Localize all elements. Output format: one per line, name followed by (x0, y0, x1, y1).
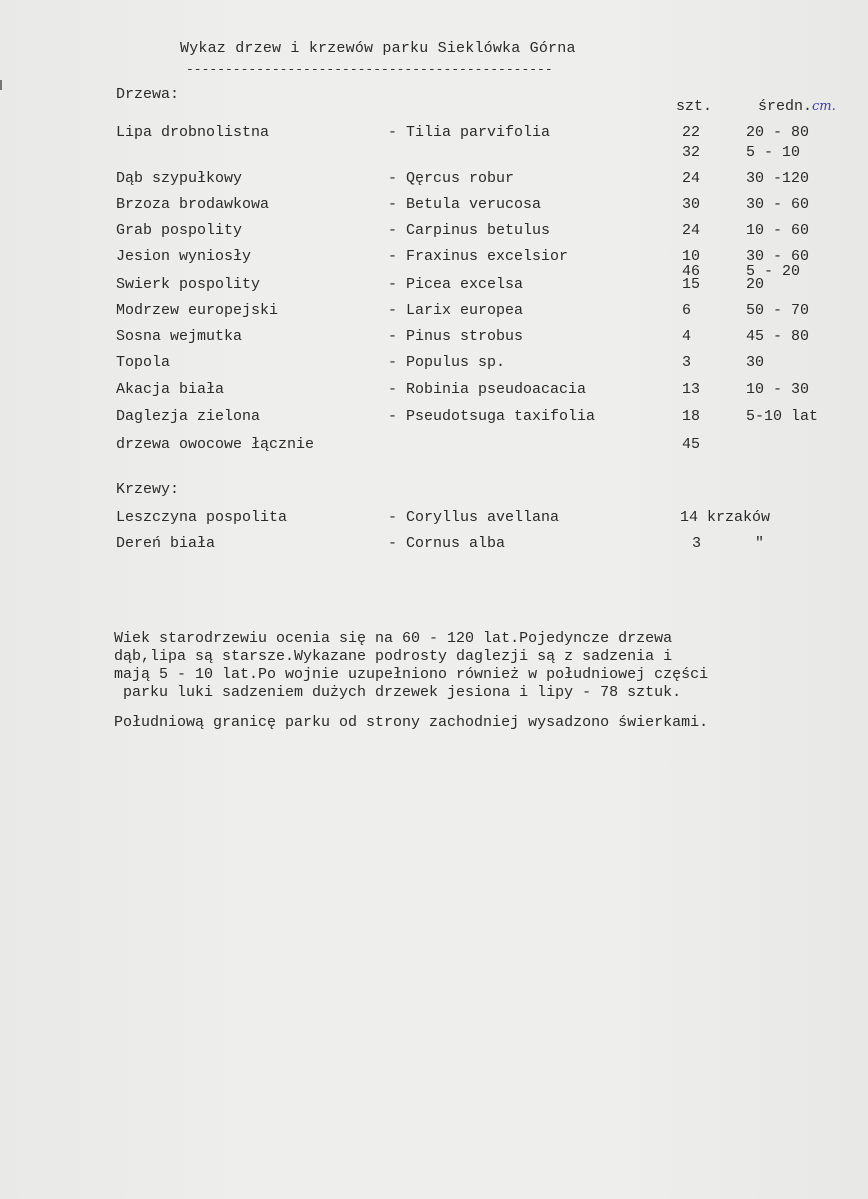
diameter-column-header (758, 98, 836, 115)
shrub-latin-name: - Coryllus avellana (388, 509, 560, 526)
tree-latin-name: - Larix europea (388, 302, 524, 319)
tree-count: 13 (682, 381, 701, 398)
tree-latin-name: - Fraxinus excelsior (388, 248, 569, 265)
tree-row (0, 302, 868, 324)
paragraph-line: mają 5 - 10 lat.Po wojnie uzupełniono również w południowej części (114, 666, 709, 683)
paragraph-border (114, 714, 708, 732)
tree-diameter: 10 - 60 (746, 222, 810, 239)
document-title: Wykaz drzew i krzewów parku Sieklówka Górna (180, 40, 576, 57)
tree-latin-name: - Robinia pseudoacacia (388, 381, 587, 398)
shrub-row (0, 509, 868, 531)
tree-diameter: 20 (746, 276, 765, 293)
count-column-header: szt. (676, 98, 713, 115)
tree-polish-name: Grab pospolity (116, 222, 243, 239)
tree-diameter: 30 - 60 (746, 248, 810, 265)
tree-row (0, 408, 868, 430)
tree-latin-name: - Populus sp. (388, 354, 506, 371)
tree-diameter: 5-10 lat (746, 408, 819, 425)
shrub-polish-name: Leszczyna pospolita (116, 509, 288, 526)
tree-latin-name: - Picea excelsa (388, 276, 524, 293)
tree-row (0, 381, 868, 403)
trees-heading: Drzewa: (116, 86, 180, 103)
tree-row (0, 276, 868, 298)
tree-latin-name: - Pseudotsuga taxifolia (388, 408, 596, 425)
tree-row (0, 144, 868, 166)
paragraph-line: Południową granicę parku od strony zachodniej wysadzono świerkami. (114, 714, 709, 731)
paragraph-line: Wiek starodrzewiu ocenia się na 60 - 120 lat.Pojedyncze drzewa (114, 630, 673, 647)
tree-polish-name: Akacja biała (116, 381, 225, 398)
tree-polish-name: Swierk pospolity (116, 276, 261, 293)
paragraph-age (114, 630, 708, 702)
tree-count: 3 (682, 354, 692, 371)
tree-polish-name: Jesion wyniosły (116, 248, 252, 265)
shrub-polish-name: Dereń biała (116, 535, 216, 552)
tree-diameter: 5 - 20 (746, 263, 801, 280)
tree-count: 4 (682, 328, 692, 345)
tree-count: 45 (682, 436, 701, 453)
tree-count: 24 (682, 222, 701, 239)
tree-polish-name: Sosna wejmutka (116, 328, 243, 345)
shrub-count: 3 " (692, 535, 765, 552)
tree-polish-name: Lipa drobnolistna (116, 124, 270, 141)
tree-polish-name: Modrzew europejski (116, 302, 279, 319)
tree-diameter: 50 - 70 (746, 302, 810, 319)
shrubs-heading: Krzewy: (116, 481, 180, 498)
tree-row (0, 196, 868, 218)
shrub-row (0, 535, 868, 557)
tree-diameter: 30 (746, 354, 765, 371)
tree-latin-name: - Tilia parvifolia (388, 124, 551, 141)
tree-polish-name: drzewa owocowe łącznie (116, 436, 315, 453)
tree-diameter: 10 - 30 (746, 381, 810, 398)
diameter-header-label: średn. (758, 98, 813, 115)
tree-count: 18 (682, 408, 701, 425)
page-edge-mark (0, 80, 2, 90)
tree-diameter: 5 - 10 (746, 144, 801, 161)
tree-polish-name: Dąb szypułkowy (116, 170, 243, 187)
tree-row (0, 222, 868, 244)
tree-count: 24 (682, 170, 701, 187)
shrub-latin-name: - Cornus alba (388, 535, 506, 552)
tree-latin-name: - Pinus strobus (388, 328, 524, 345)
tree-latin-name: - Carpinus betulus (388, 222, 551, 239)
tree-polish-name: Brzoza brodawkowa (116, 196, 270, 213)
tree-row (0, 436, 868, 458)
tree-row (0, 354, 868, 376)
tree-count: 46 (682, 263, 701, 280)
tree-row (0, 124, 868, 146)
tree-count: 22 (682, 124, 701, 141)
tree-diameter: 45 - 80 (746, 328, 810, 345)
tree-row (0, 170, 868, 192)
tree-latin-name: - Betula verucosa (388, 196, 542, 213)
tree-polish-name: Daglezja zielona (116, 408, 261, 425)
tree-count: 15 (682, 276, 701, 293)
tree-count: 10 (682, 248, 701, 265)
tree-polish-name: Topola (116, 354, 171, 371)
tree-count: 30 (682, 196, 701, 213)
tree-row (0, 328, 868, 350)
paragraph-line: parku luki sadzeniem dużych drzewek jesiona i lipy - 78 sztuk. (114, 684, 682, 701)
tree-diameter: 30 - 60 (746, 196, 810, 213)
tree-count: 6 (682, 302, 692, 319)
diameter-unit-handwritten: cm. (812, 99, 836, 114)
title-underline: ----------------------------------------------- (186, 62, 553, 77)
tree-count: 32 (682, 144, 701, 161)
tree-diameter: 30 -120 (746, 170, 810, 187)
tree-diameter: 20 - 80 (746, 124, 810, 141)
paragraph-line: dąb,lipa są starsze.Wykazane podrosty daglezji są z sadzenia i (114, 648, 673, 665)
tree-latin-name: - Qęrcus robur (388, 170, 515, 187)
shrub-count: 14 krzaków (680, 509, 771, 526)
